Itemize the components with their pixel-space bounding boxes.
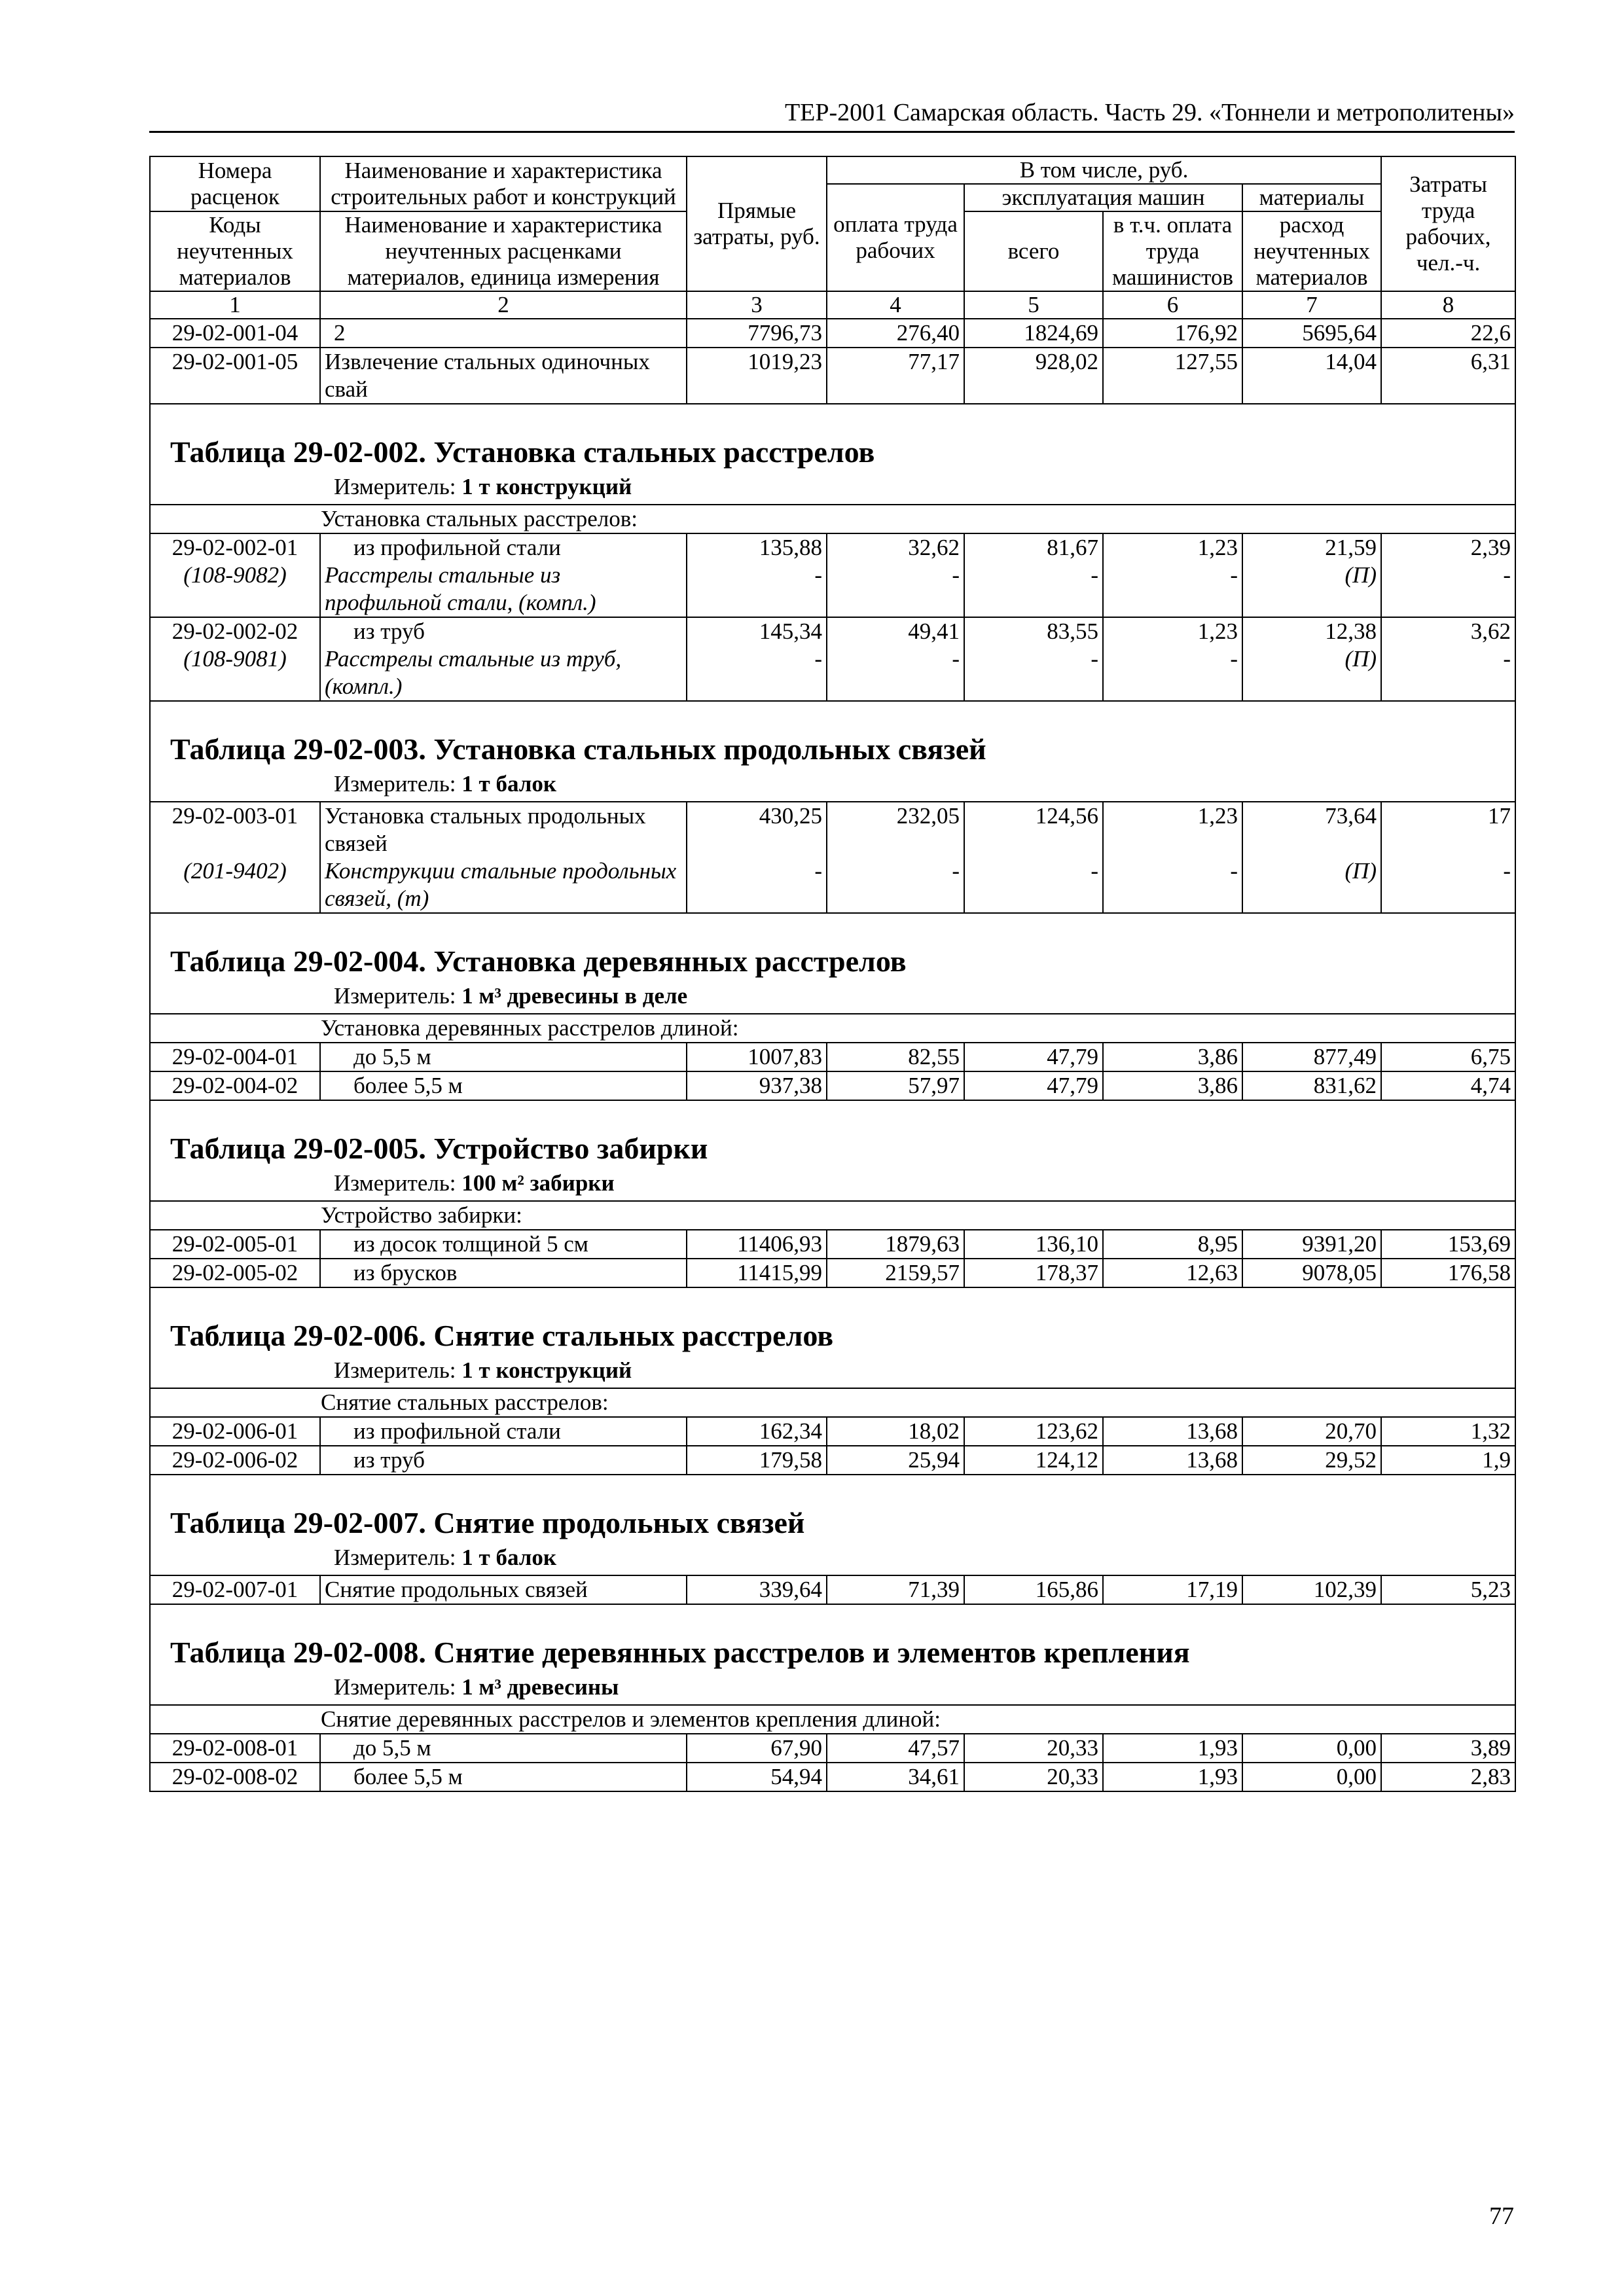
table-row: 29-02-006-02 из труб 179,58 25,94 124,12 13,68 29,52 1,9 <box>150 1446 1515 1475</box>
section-subheading: Установка деревянных расстрелов длиной: <box>150 1014 1515 1043</box>
table-row: 29-02-002-01 из профильной стали 135,88 32,62 81,67 1,23 21,59 2,39 <box>150 533 1515 562</box>
col-header-material-codes: Коды неучтенных материалов <box>150 211 320 291</box>
table-title: Таблица 29-02-005. Устройство забирки <box>170 1132 708 1165</box>
table-title: Таблица 29-02-004. Установка деревянных расстрелов <box>170 944 907 978</box>
material-row: (108-9081) Расстрелы стальные из труб, (компл.) - - - - (П) - <box>150 645 1515 701</box>
col-header-material-usage: расход неучтенных материалов <box>1242 211 1381 291</box>
section-subheading: Снятие деревянных расстрелов и элементов крепления длиной: <box>150 1705 1515 1734</box>
section-subheading: Снятие стальных расстрелов: <box>150 1388 1515 1417</box>
table-row: 29-02-006-01 из профильной стали 162,34 18,02 123,62 13,68 20,70 1,32 <box>150 1417 1515 1446</box>
col-header-material-names: Наименование и характеристика неучтенных расценками материалов, единица измерения <box>320 211 687 291</box>
page-number: 77 <box>1489 2202 1514 2230</box>
measure-unit: Измеритель: 1 т балок <box>334 1545 557 1570</box>
col-header-work-name: Наименование и характеристика строительных работ и конструкций <box>320 156 687 211</box>
measure-unit: Измеритель: 100 м² забирки <box>334 1170 615 1196</box>
column-numbers-row: 1 2 3 4 5 6 7 8 <box>150 291 1515 319</box>
table-title: Таблица 29-02-002. Установка стальных расстрелов <box>170 435 875 469</box>
section-subheading: Устройство забирки: <box>150 1201 1515 1230</box>
col-header-rate-numbers: Номера расценок <box>150 156 320 211</box>
col-header-operator-pay: в т.ч. оплата труда машинистов <box>1103 211 1242 291</box>
measure-unit: Измеритель: 1 м³ древесины <box>334 1674 619 1700</box>
material-row: (201-9402) Конструкции стальные продольных связей, (т) - - - - (П) - <box>150 857 1515 913</box>
measure-unit: Измеритель: 1 т конструкций <box>334 1357 632 1383</box>
table-row: 29-02-004-02 более 5,5 м 937,38 57,97 47,79 3,86 831,62 4,74 <box>150 1071 1515 1100</box>
table-title: Таблица 29-02-008. Снятие деревянных расстрелов и элементов крепления <box>170 1636 1190 1669</box>
table-row: 29-02-008-02 более 5,5 м 54,94 34,61 20,33 1,93 0,00 2,83 <box>150 1763 1515 1791</box>
table-title: Таблица 29-02-006. Снятие стальных расстрелов <box>170 1319 834 1352</box>
col-header-machines: эксплуатация машин <box>964 184 1242 211</box>
rates-table <box>149 156 1516 1792</box>
table-row: 29-02-004-01 до 5,5 м 1007,83 82,55 47,79 3,86 877,49 6,75 <box>150 1043 1515 1071</box>
col-header-direct-costs: Прямые затраты, руб. <box>687 156 827 291</box>
table-row: 29-02-007-01 Снятие продольных связей 339,64 71,39 165,86 17,19 102,39 5,23 <box>150 1575 1515 1604</box>
table-row: 29-02-005-01 из досок толщиной 5 см 11406,93 1879,63 136,10 8,95 9391,20 153,69 <box>150 1230 1515 1259</box>
table-header <box>150 156 1515 319</box>
measure-unit: Измеритель: 1 т конструкций <box>334 474 632 499</box>
running-header: ТЕР-2001 Самарская область. Часть 29. «Тоннели и метрополитены» <box>149 94 1515 133</box>
col-header-machines-total: всего <box>964 211 1103 291</box>
measure-unit: Измеритель: 1 т балок <box>334 771 557 797</box>
table-title: Таблица 29-02-007. Снятие продольных связей <box>170 1506 805 1539</box>
table-row: 29-02-001-04 2 7796,73 276,40 1824,69 176,92 5695,64 22,6 <box>150 319 1515 348</box>
section-subheading: Установка стальных расстрелов: <box>150 505 1515 533</box>
table-row: 29-02-008-01 до 5,5 м 67,90 47,57 20,33 1,93 0,00 3,89 <box>150 1734 1515 1763</box>
table-title: Таблица 29-02-003. Установка стальных продольных связей <box>170 732 986 766</box>
measure-unit: Измеритель: 1 м³ древесины в деле <box>334 983 688 1009</box>
material-row: (108-9082) Расстрелы стальные из профильной стали, (компл.) - - - - (П) - <box>150 562 1515 617</box>
document-body <box>149 156 1515 1792</box>
col-header-worker-pay: оплата труда рабочих <box>827 184 964 291</box>
col-header-including: В том числе, руб. <box>827 156 1381 184</box>
table-row: 29-02-001-05 Извлечение стальных одиночных свай 1019,23 77,17 928,02 127,55 14,04 6,31 <box>150 348 1515 404</box>
table-row: 29-02-002-02 из труб 145,34 49,41 83,55 1,23 12,38 3,62 <box>150 617 1515 645</box>
col-header-labor: Затраты труда рабочих, чел.-ч. <box>1381 156 1515 291</box>
table-row: 29-02-005-02 из брусков 11415,99 2159,57 178,37 12,63 9078,05 176,58 <box>150 1259 1515 1287</box>
table-body <box>150 319 1515 1791</box>
table-row: 29-02-003-01 Установка стальных продольных связей 430,25 232,05 124,56 1,23 73,64 17 <box>150 802 1515 857</box>
col-header-materials: материалы <box>1242 184 1381 211</box>
